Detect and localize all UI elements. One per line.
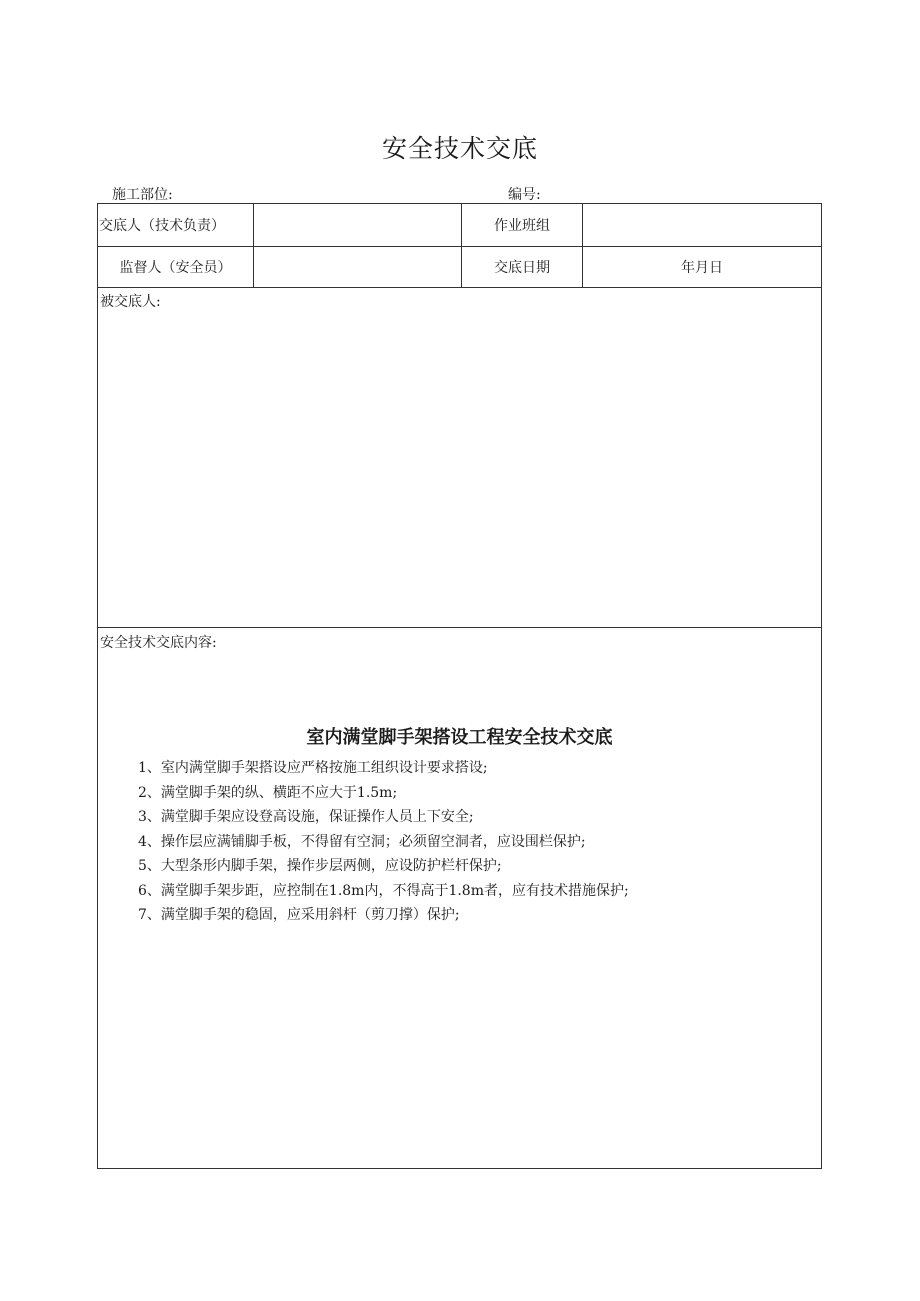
list-item: 3、满堂脚手架应设登高设施，保证操作人员上下安全; [138, 809, 474, 825]
recipients-label: 被交底人: [100, 294, 161, 310]
content-heading: 室内满堂脚手架搭设工程安全技术交底 [306, 727, 613, 748]
discloser-field[interactable] [254, 204, 461, 246]
supervisor-field[interactable] [254, 247, 461, 287]
disclosure-date-field[interactable]: 年月日 [681, 260, 723, 276]
list-item: 7、满堂脚手架的稳固，应采用斜杆（剪刀撑）保护; [138, 907, 460, 923]
section-divider [98, 627, 821, 628]
discloser-label: 交底人（技术负责） [99, 218, 225, 234]
supervisor-label: 监督人（安全员） [119, 260, 232, 276]
content-label: 安全技术交底内容: [100, 635, 217, 651]
list-item: 5、大型条形内脚手架，操作步层两侧，应设防护栏杆保护; [138, 858, 502, 874]
work-team-label: 作业班组 [494, 218, 550, 234]
work-team-field[interactable] [583, 204, 821, 246]
list-item: 4、操作层应满铺脚手板，不得留有空洞；必须留空洞者，应设围栏保护; [138, 833, 586, 850]
safety-items-list [138, 756, 629, 928]
construction-part-label: 施工部位: [112, 187, 173, 203]
serial-number-label: 编号: [508, 187, 541, 203]
row-divider [98, 287, 821, 288]
disclosure-form [97, 203, 822, 1169]
disclosure-date-label: 交底日期 [494, 260, 550, 276]
list-item: 1、室内满堂脚手架搭设应严格按施工组织设计要求搭设; [138, 760, 488, 776]
list-item: 2、满堂脚手架的纵、横距不应大于1.5m; [138, 784, 398, 801]
list-item: 6、满堂脚手架步距，应控制在1.8m内，不得高于1.8m者，应有技术措施保护; [138, 882, 629, 899]
document-title: 安全技术交底 [381, 134, 538, 163]
